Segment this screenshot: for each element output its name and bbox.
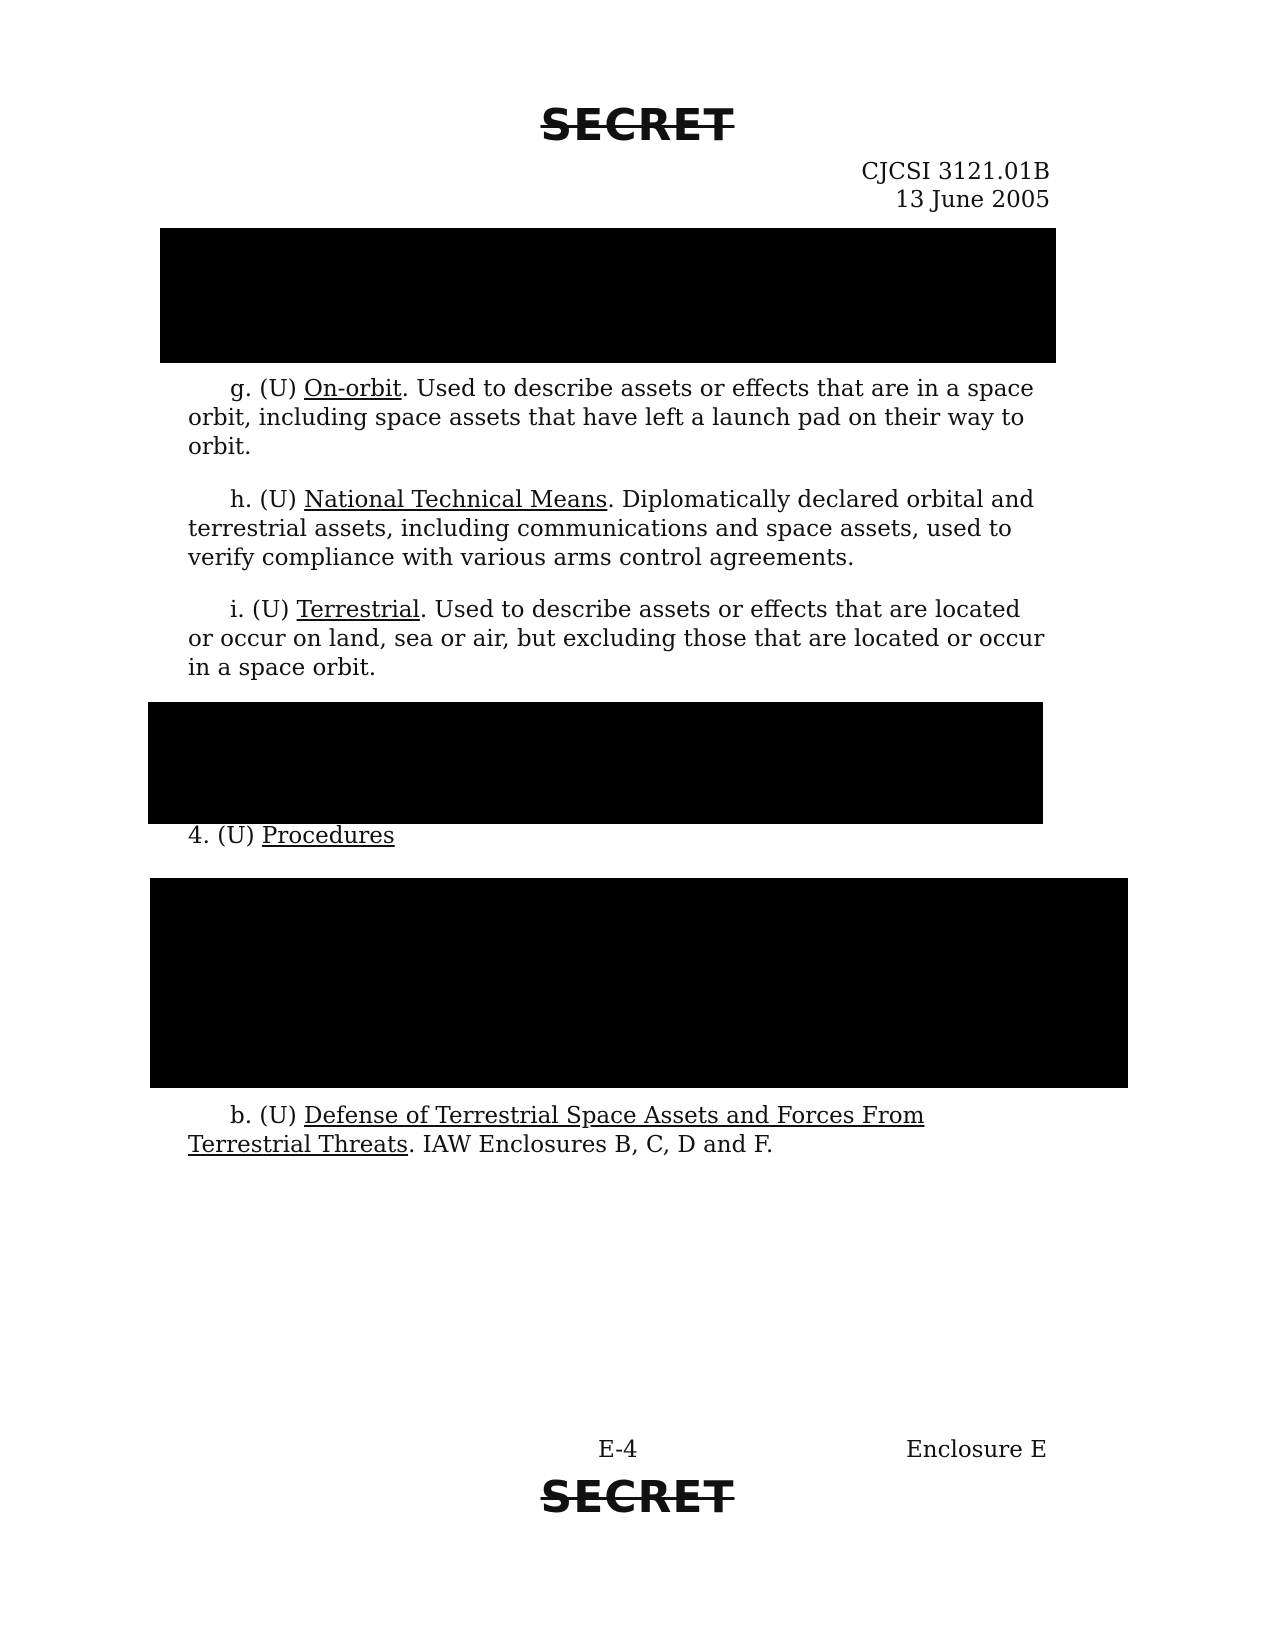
redaction-block-3 [150, 878, 1128, 1088]
paragraph-marker: b. [230, 1103, 253, 1129]
paragraph-i [188, 596, 1048, 683]
paragraph-g [188, 375, 1048, 462]
definition-text: . Diplomatically declared orbital and terrestrial assets, including communications and space assets, used to verify compliance with various arms control agreements. [188, 487, 1035, 571]
enclosure-label: Enclosure E [905, 1437, 1047, 1463]
document-date: 13 June 2005 [895, 187, 1050, 213]
definition-text: . Used to describe assets or effects that are located or occur on land, sea or air, but excluding those that are located or occur in a space orbit. [188, 597, 1045, 681]
document-reference [861, 158, 1050, 214]
defined-term: On-orbit [304, 376, 402, 402]
paragraph-marker: h. [230, 487, 253, 513]
document-number: CJCSI 3121.01B [861, 159, 1050, 185]
redaction-block-2 [148, 702, 1043, 824]
classification-marking-bottom: SECRET [540, 1472, 735, 1523]
subparagraph-text: . IAW Enclosures B, C, D and F. [408, 1132, 774, 1158]
portion-marking: (U) [251, 597, 290, 623]
defined-term: Terrestrial [296, 597, 420, 623]
definition-text: . Used to describe assets or effects that are in a space orbit, including space assets that have left a launch pad on their way to orbit. [188, 376, 1034, 460]
portion-marking: (U) [259, 1103, 297, 1129]
portion-marking: (U) [259, 487, 297, 513]
classification-marking-top: SECRET [540, 100, 735, 151]
subparagraph-title: Defense of Terrestrial Space Assets and Forces From Terrestrial Threats [188, 1103, 925, 1158]
redaction-block-1 [160, 228, 1056, 363]
section-number: 4. [188, 823, 210, 849]
section-title: Procedures [261, 823, 395, 849]
paragraph-h [188, 486, 1048, 573]
defined-term: National Technical Means [304, 487, 608, 513]
portion-marking: (U) [259, 376, 297, 402]
paragraph-b [188, 1102, 948, 1160]
section-4-heading [188, 822, 1048, 851]
paragraph-marker: g. [230, 376, 253, 402]
page-number: E-4 [598, 1437, 638, 1463]
paragraph-marker: i. [230, 597, 245, 623]
portion-marking: (U) [217, 823, 255, 849]
